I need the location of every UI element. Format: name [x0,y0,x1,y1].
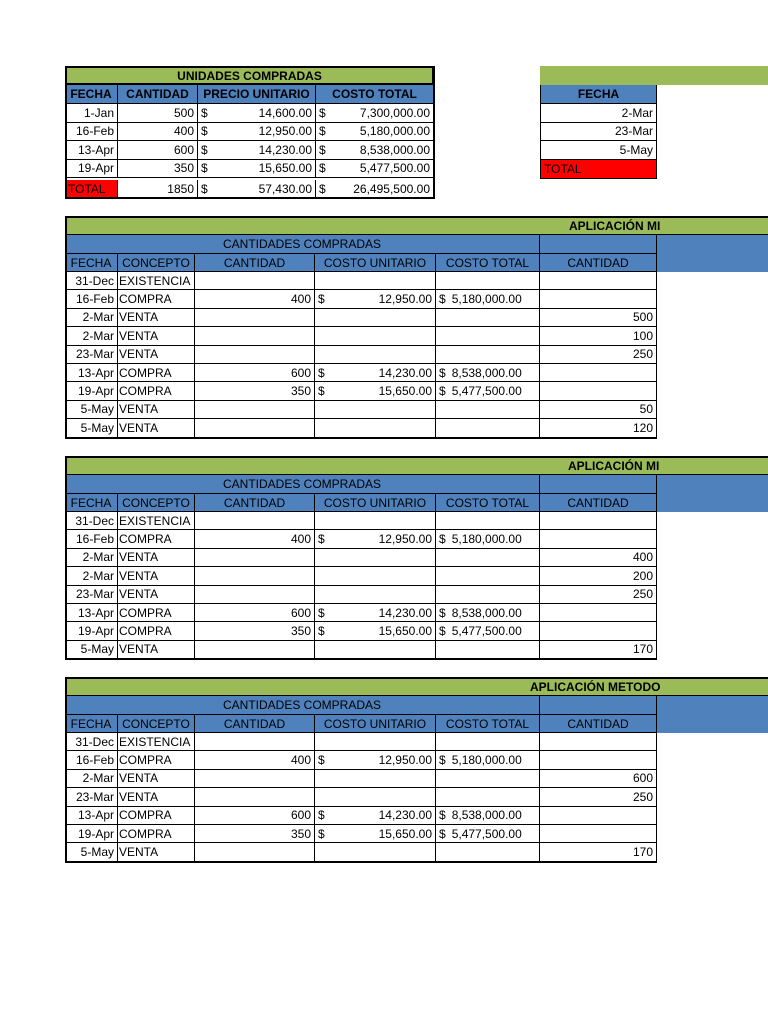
cantidad-vendida-cell[interactable] [540,733,657,751]
concepto-cell[interactable]: COMPRA [118,751,195,769]
currency-symbol: $ [318,808,325,823]
currency-symbol: $ [439,365,446,380]
cantidad-vendida-cell[interactable] [540,512,657,530]
concepto-cell[interactable]: COMPRA [118,825,195,843]
amount-value: 5,180,000.00 [451,532,522,547]
costo-total-cell[interactable] [436,512,540,530]
fecha-cell[interactable]: 2-Mar [65,770,118,788]
currency-symbol: $ [318,365,325,380]
currency-symbol: $ [319,161,326,176]
cantidad-cell[interactable] [195,309,315,327]
fecha-cell[interactable]: 1-Jan [65,104,118,123]
concepto-cell[interactable]: EXISTENCIA [118,272,195,290]
section-title: APLICACIÓN MI [569,218,661,233]
cantidad-cell[interactable] [195,788,315,806]
cantidad-cell[interactable]: 350 [118,160,198,179]
concepto-cell[interactable]: VENTA [118,641,195,659]
concepto-cell[interactable]: VENTA [118,567,195,585]
fecha-cell[interactable]: 31-Dec [65,272,118,290]
fecha-cell[interactable]: 19-Apr [65,160,118,179]
amount-value: 8,538,000.00 [451,365,522,380]
costo-total-cell[interactable] [436,586,540,604]
amount-value: 5,180,000.00 [451,292,522,307]
column-header[interactable]: CANTIDAD [540,714,657,733]
fecha-cell[interactable]: 2-Mar [65,567,118,585]
costo-unitario-cell[interactable] [315,733,436,751]
currency-symbol: $ [201,161,208,176]
fecha-cell[interactable]: 16-Feb [65,290,118,308]
fecha-header[interactable]: FECHA [540,85,657,104]
currency-symbol: $ [201,124,208,139]
costo-unitario-cell[interactable] [315,770,436,788]
costo-total-cell[interactable] [436,825,540,843]
cantidad-vendida-cell[interactable]: 100 [540,327,657,345]
amount-value: 5,477,500.00 [451,826,522,841]
costo-total-cell[interactable] [436,770,540,788]
concepto-cell[interactable]: COMPRA [118,382,195,400]
costo-unitario-cell[interactable] [315,825,436,843]
cantidad-vendida-cell[interactable]: 50 [540,401,657,419]
costo-total-cell[interactable] [436,530,540,548]
amount-value: 14,230.00 [258,142,312,157]
fecha-cell[interactable]: 5-May [65,419,118,437]
group-header[interactable]: CANTIDADES COMPRADAS [65,475,540,493]
costo-total-cell[interactable] [436,272,540,290]
cantidad-vendida-cell[interactable]: 500 [540,309,657,327]
costo-total-cell[interactable] [436,419,540,437]
cantidad-vendida-cell[interactable]: 250 [540,346,657,364]
fecha-cell[interactable]: 13-Apr [65,141,118,160]
costo-unitario-cell[interactable] [315,641,436,659]
currency-symbol: $ [318,384,325,399]
fecha-cell[interactable]: 23-Mar [65,788,118,806]
fecha-cell[interactable]: 23-Mar [540,123,657,142]
costo-total-cell[interactable] [436,788,540,806]
costo-total-cell[interactable] [436,364,540,382]
cantidad-cell[interactable] [195,770,315,788]
fecha-cell[interactable]: 2-Mar [65,549,118,567]
amount-value: 5,180,000.00 [451,753,522,768]
concepto-cell[interactable]: VENTA [118,843,195,861]
currency-symbol: $ [319,105,326,120]
currency-symbol: $ [318,605,325,620]
cantidad-cell[interactable]: 400 [195,290,315,308]
concepto-cell[interactable]: COMPRA [118,530,195,548]
fecha-cell[interactable]: 23-Mar [65,346,118,364]
cantidad-cell[interactable] [195,512,315,530]
costo-cell[interactable] [316,141,434,160]
cantidad-cell[interactable] [195,843,315,861]
cantidad-cell[interactable]: 600 [195,807,315,825]
total-cantidad[interactable]: 1850 [118,180,198,199]
fecha-cell[interactable]: 5-May [65,401,118,419]
costo-total-cell[interactable] [436,622,540,640]
cantidad-vendida-cell[interactable]: 400 [540,549,657,567]
cantidad-cell[interactable]: 400 [118,123,198,142]
concepto-cell[interactable]: VENTA [118,549,195,567]
column-header[interactable]: FECHA [65,85,118,104]
cantidad-vendida-cell[interactable]: 170 [540,843,657,861]
fecha-cell[interactable]: 31-Dec [65,733,118,751]
costo-unitario-cell[interactable] [315,549,436,567]
amount-value: 12,950.00 [258,124,312,139]
currency-symbol: $ [439,624,446,639]
column-header[interactable]: FECHA [65,253,118,272]
cantidad-vendida-cell[interactable] [540,272,657,290]
fecha-cell[interactable]: 16-Feb [65,530,118,548]
cantidad-vendida-cell[interactable] [540,807,657,825]
cantidad-vendida-cell[interactable] [540,530,657,548]
cantidad-vendida-cell[interactable] [540,364,657,382]
total-precio[interactable] [198,180,316,199]
costo-total-cell[interactable] [436,382,540,400]
fecha-cell[interactable]: 2-Mar [65,309,118,327]
fecha-cell[interactable]: 19-Apr [65,382,118,400]
cantidad-cell[interactable] [195,401,315,419]
fecha-cell[interactable]: 13-Apr [65,807,118,825]
currency-symbol: $ [439,808,446,823]
currency-symbol: $ [318,624,325,639]
cantidad-cell[interactable] [195,641,315,659]
concepto-cell[interactable]: VENTA [118,309,195,327]
costo-total-cell[interactable] [436,807,540,825]
costo-unitario-cell[interactable] [315,401,436,419]
costo-total-cell[interactable] [436,346,540,364]
amount-value: 14,600.00 [258,105,312,120]
amount-value: 57,430.00 [258,182,312,196]
costo-cell[interactable] [316,123,434,142]
concepto-cell[interactable]: VENTA [118,327,195,345]
cantidad-vendida-cell[interactable]: 250 [540,788,657,806]
column-header[interactable]: CANTIDAD [195,493,315,512]
amount-value: 7,300,000.00 [359,105,430,120]
cantidad-vendida-cell[interactable] [540,290,657,308]
currency-symbol: $ [319,142,326,157]
column-header[interactable]: COSTO TOTAL [436,493,540,512]
section-title: APLICACIÓN METODO [530,679,661,694]
cantidad-cell[interactable]: 500 [118,104,198,123]
amount-value: 8,538,000.00 [451,605,522,620]
concepto-cell[interactable]: EXISTENCIA [118,733,195,751]
costo-unitario-cell[interactable] [315,530,436,548]
concepto-cell[interactable]: EXISTENCIA [118,512,195,530]
column-header[interactable]: CANTIDAD [118,85,198,104]
cantidad-vendida-cell[interactable] [540,825,657,843]
costo-unitario-cell[interactable] [315,512,436,530]
costo-unitario-cell[interactable] [315,290,436,308]
costo-unitario-cell[interactable] [315,309,436,327]
column-header[interactable]: COSTO UNITARIO [315,253,436,272]
column-header[interactable]: FECHA [65,493,118,512]
cantidad-cell[interactable] [195,733,315,751]
concepto-cell[interactable]: VENTA [118,419,195,437]
table2-title-bar [540,66,768,85]
costo-unitario-cell[interactable] [315,364,436,382]
costo-unitario-cell[interactable] [315,346,436,364]
currency-symbol: $ [439,384,446,399]
concepto-cell[interactable]: COMPRA [118,364,195,382]
currency-symbol: $ [439,826,446,841]
amount-value: 15,650.00 [378,384,432,399]
column-header[interactable]: CANTIDAD [540,253,657,272]
fecha-cell[interactable]: 23-Mar [65,586,118,604]
fecha-cell[interactable]: 19-Apr [65,825,118,843]
column-header[interactable]: COSTO TOTAL [436,253,540,272]
column-header[interactable]: COSTO UNITARIO [315,493,436,512]
costo-total-cell[interactable] [436,327,540,345]
column-header[interactable]: CANTIDAD [195,253,315,272]
amount-value: 8,538,000.00 [451,808,522,823]
costo-total-cell[interactable] [436,604,540,622]
fecha-cell[interactable]: 13-Apr [65,364,118,382]
fecha-cell[interactable]: 2-Mar [65,327,118,345]
costo-unitario-cell[interactable] [315,843,436,861]
costo-unitario-cell[interactable] [315,604,436,622]
fecha-cell[interactable]: 19-Apr [65,622,118,640]
currency-symbol: $ [439,753,446,768]
amount-value: 15,650.00 [378,624,432,639]
group-header-sold[interactable] [540,235,657,253]
amount-value: 14,230.00 [378,808,432,823]
cantidad-cell[interactable] [195,346,315,364]
costo-unitario-cell[interactable] [315,751,436,769]
cantidad-vendida-cell[interactable]: 250 [540,586,657,604]
costo-unitario-cell[interactable] [315,807,436,825]
column-header[interactable]: FECHA [65,714,118,733]
precio-cell[interactable] [198,104,316,123]
column-header[interactable]: COSTO UNITARIO [315,714,436,733]
costo-unitario-cell[interactable] [315,327,436,345]
currency-symbol: $ [439,532,446,547]
concepto-cell[interactable]: VENTA [118,770,195,788]
group-header[interactable]: CANTIDADES COMPRADAS [65,235,540,253]
column-header[interactable]: CONCEPTO [118,714,195,733]
costo-total-cell[interactable] [436,401,540,419]
column-header[interactable]: PRECIO UNITARIO [198,85,316,104]
concepto-cell[interactable]: COMPRA [118,604,195,622]
amount-value: 12,950.00 [378,753,432,768]
precio-cell[interactable] [198,141,316,160]
fecha-cell[interactable]: 5-May [65,641,118,659]
cantidad-vendida-cell[interactable]: 120 [540,419,657,437]
costo-unitario-cell[interactable] [315,788,436,806]
section-bottom-border [65,658,657,660]
amount-value: 26,495,500.00 [353,182,430,196]
costo-cell[interactable] [316,104,434,123]
costo-unitario-cell[interactable] [315,622,436,640]
section-bottom-border [65,437,657,439]
amount-value: 5,180,000.00 [359,124,430,139]
fecha-cell[interactable]: 5-May [540,141,657,160]
concepto-cell[interactable]: COMPRA [118,807,195,825]
amount-value: 14,230.00 [378,605,432,620]
costo-cell[interactable] [316,160,434,179]
cantidad-cell[interactable] [195,419,315,437]
cantidad-cell[interactable]: 600 [118,141,198,160]
cantidad-cell[interactable] [195,327,315,345]
cantidad-vendida-cell[interactable] [540,382,657,400]
fecha-cell[interactable]: 16-Feb [65,751,118,769]
precio-cell[interactable] [198,160,316,179]
cantidad-cell[interactable] [195,272,315,290]
costo-unitario-cell[interactable] [315,272,436,290]
total-label[interactable]: TOTAL [540,160,657,179]
costo-total-cell[interactable] [436,567,540,585]
section-bottom-border [65,861,657,863]
cantidad-cell[interactable]: 400 [195,530,315,548]
concepto-cell[interactable]: VENTA [118,346,195,364]
currency-symbol: $ [439,292,446,307]
amount-value: 15,650.00 [378,826,432,841]
column-header[interactable]: COSTO TOTAL [316,85,434,104]
total-costo[interactable] [316,180,434,199]
currency-symbol: $ [201,142,208,157]
costo-unitario-cell[interactable] [315,419,436,437]
costo-total-cell[interactable] [436,751,540,769]
costo-total-cell[interactable] [436,733,540,751]
amount-value: 5,477,500.00 [451,624,522,639]
cantidad-vendida-cell[interactable]: 170 [540,641,657,659]
cantidad-vendida-cell[interactable] [540,751,657,769]
amount-value: 5,477,500.00 [359,161,430,176]
column-header[interactable]: CANTIDAD [195,714,315,733]
currency-symbol: $ [319,182,326,196]
column-header[interactable]: COSTO TOTAL [436,714,540,733]
cantidad-vendida-cell[interactable]: 200 [540,567,657,585]
concepto-cell[interactable]: VENTA [118,788,195,806]
costo-total-cell[interactable] [436,549,540,567]
fecha-cell[interactable]: 2-Mar [540,104,657,123]
currency-symbol: $ [201,105,208,120]
currency-symbol: $ [439,605,446,620]
group-header-sold[interactable] [540,475,657,493]
group-header-sold[interactable] [540,696,657,714]
column-header[interactable]: CONCEPTO [118,493,195,512]
fecha-cell[interactable]: 31-Dec [65,512,118,530]
concepto-cell[interactable]: VENTA [118,586,195,604]
currency-symbol: $ [201,182,208,196]
currency-symbol: $ [318,753,325,768]
costo-unitario-cell[interactable] [315,567,436,585]
table-title: UNIDADES COMPRADAS [65,66,434,85]
fecha-cell[interactable]: 16-Feb [65,123,118,142]
amount-value: 5,477,500.00 [451,384,522,399]
cantidad-cell[interactable] [195,567,315,585]
total-label[interactable]: TOTAL [65,180,118,199]
section-title: APLICACIÓN MI [568,458,660,473]
costo-total-cell[interactable] [436,641,540,659]
costo-total-cell[interactable] [436,290,540,308]
cantidad-cell[interactable]: 600 [195,364,315,382]
cantidad-cell[interactable]: 350 [195,622,315,640]
cantidad-cell[interactable]: 400 [195,751,315,769]
concepto-cell[interactable]: COMPRA [118,622,195,640]
fecha-cell[interactable]: 13-Apr [65,604,118,622]
cantidad-vendida-cell[interactable] [540,622,657,640]
column-header[interactable]: CONCEPTO [118,253,195,272]
costo-unitario-cell[interactable] [315,382,436,400]
amount-value: 12,950.00 [378,532,432,547]
currency-symbol: $ [318,826,325,841]
currency-symbol: $ [318,292,325,307]
amount-value: 15,650.00 [258,161,312,176]
group-header[interactable]: CANTIDADES COMPRADAS [65,696,540,714]
amount-value: 14,230.00 [378,365,432,380]
cantidad-cell[interactable]: 350 [195,825,315,843]
costo-total-cell[interactable] [436,843,540,861]
cantidad-vendida-cell[interactable] [540,604,657,622]
amount-value: 8,538,000.00 [359,142,430,157]
costo-total-cell[interactable] [436,309,540,327]
costo-unitario-cell[interactable] [315,586,436,604]
concepto-cell[interactable]: COMPRA [118,290,195,308]
amount-value: 12,950.00 [378,292,432,307]
precio-cell[interactable] [198,123,316,142]
fecha-cell[interactable]: 5-May [65,843,118,861]
cantidad-cell[interactable]: 350 [195,382,315,400]
cantidad-cell[interactable]: 600 [195,604,315,622]
column-header[interactable]: CANTIDAD [540,493,657,512]
currency-symbol: $ [319,124,326,139]
cantidad-cell[interactable] [195,586,315,604]
currency-symbol: $ [318,532,325,547]
concepto-cell[interactable]: VENTA [118,401,195,419]
cantidad-vendida-cell[interactable]: 600 [540,770,657,788]
cantidad-cell[interactable] [195,549,315,567]
